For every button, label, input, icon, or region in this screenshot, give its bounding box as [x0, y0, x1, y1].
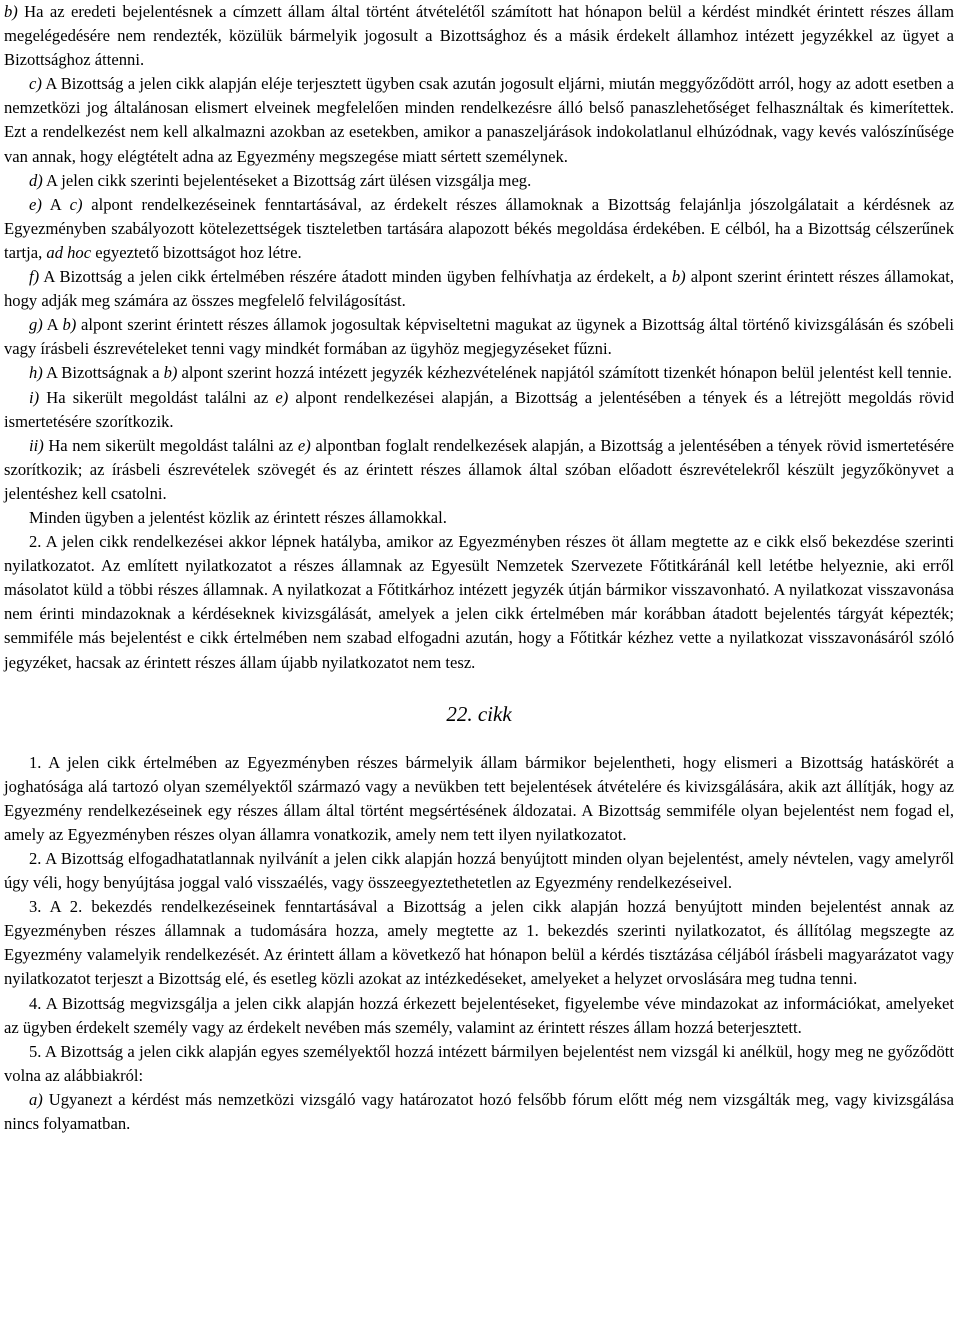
text-run: A — [42, 315, 63, 335]
italic-text: i) — [29, 387, 40, 407]
article-21-continuation — [4, 0, 954, 675]
italic-text: c) — [29, 74, 42, 94]
paragraph — [4, 0, 954, 72]
italic-text: a) — [29, 1089, 43, 1109]
paragraph — [4, 751, 954, 847]
text-run: A jelen cikk szerinti bejelentéseket a Bizottság zárt ülésen vizsgálja meg. — [42, 170, 532, 190]
text-run: A Bizottság a jelen cikk értelmében részére átadott minden ügyben felhívhatja az érdekelt, a — [39, 267, 672, 287]
text-run: A Bizottság a jelen cikk alapján eléje terjesztett ügyben csak azután jogosult eljárni, miután meggyőződött arról, hogy az adott esetben a nemzetközi jog általánosan elismert elveinek megfelelően minden rendelkezésre álló belső panaszlehetőséget felhasználtak és kimerítettek. Ezt a rendelkezést nem kell alkalmazni azokban az esetekben, amikor a panaszeljárások indokolatlanul elhúzódnak, vagy kevés valószínűsége van annak, hogy elégtételt adna az Egyezmény megszegése miatt sértett személynek. — [4, 74, 954, 166]
italic-text: h) — [29, 363, 43, 383]
italic-text: b) — [4, 2, 18, 21]
text-run: alpontban foglalt rendelkezések alapján, a Bizottság a jelentésében a tények rövid ismertetésére szorítkozik; az írásbeli észrevételek szövegét és az érintett részes államok által szóban előadott észrevételekről készült jegyzőkönyvet a jelentéshez kell csatolni. — [4, 435, 954, 503]
paragraph — [4, 847, 954, 895]
italic-text: c) — [69, 194, 83, 214]
italic-text: b) — [671, 267, 686, 287]
paragraph — [4, 1040, 954, 1088]
text-run: 2. A jelen cikk rendelkezései akkor lépnek hatályba, amikor az Egyezményben részes öt állam megtette az e cikk első bekezdése szerinti nyilatkozatot. Az említett nyilatkozatot a részes államnak az Egyesült Nemzetek Szervezete Főtitkáránál kell letétbe helyeznie, aki erről másolatot küld a többi részes államnak. A nyilatkozat a Főtitkárhoz intézett jegyzék útján bármikor visszavonható. A nyilatkozat visszavonása nem érinti mindazoknak a kérdéseknek kivizsgálását, amelyek a jelen cikk értelmében már korábban átadott bejelentés tárgyát képezték; semmiféle más bejelentést e cikk értelmében nem szabad elfogadni azután, hogy a Főtitkár kézhez vette a nyilatkozat visszavonásáról szóló jegyzéket, hacsak az érintett részes állam újabb nyilatkozatot nem tesz. — [4, 532, 954, 672]
paragraph — [4, 386, 954, 434]
text-run: Ha az eredeti bejelentésnek a címzett állam által történt átvételétől számított hat hónapon belül a kérdést mindkét érintett részes állam megelégedésére nem rendezték, közülük bármelyik jogosult a Bizottsághoz és a másik érdekelt államhoz intézett jegyzékkel az ügyet a Bizottsághoz áttenni. — [4, 2, 954, 70]
italic-text: e) — [297, 435, 311, 455]
text-run: A — [41, 194, 70, 214]
paragraph — [4, 169, 954, 193]
text-run: Ugyanezt a kérdést más nemzetközi vizsgáló vagy határozatot hozó felsőbb fórum előtt még nem vizsgálták meg, vagy kivizsgálása nincs folyamatban. — [4, 1089, 954, 1134]
text-run: alpont rendelkezései alapján, a Bizottság a jelentésében a tények és a létrejött megoldás rövid ismertetésére szorítkozik. — [4, 387, 955, 431]
text-run: A Bizottságnak a — [42, 363, 164, 383]
italic-text: b) — [62, 315, 77, 335]
text-run: alpont szerint érintett részes államok jogosultak képviseltetni magukat az ügynek a Bizottság által történő kivizsgálásán és szóbeli vagy írásbeli észrevételeket tenni vagy mindkét formában az ügyhöz megjegyzéseket fűzni. — [4, 315, 954, 359]
text-run: Minden ügyben a jelentést közlik az érintett részes államokkal. — [29, 507, 447, 527]
text-run: 3. A 2. bekezdés rendelkezéseinek fenntartásával a Bizottság a jelen cikk alapján hozzá benyújtott minden bejelentést annak az Egyezményben részes államnak a tudomására hozza, amely megtette az 1. bekezdés szerinti nyilatkozatot, és állítólag megszegte az Egyezmény valamelyik rendelkezését. Az érintett állam a következő hat hónapon belül a kérdés tisztázása céljából írásbeli magyarázatot vagy nyilatkozatot terjeszt a Bizottság elé, és esetleg közli azokat az intézkedéseket, amelyeket a helyzet orvoslására meg tudna tenni. — [4, 897, 954, 989]
paragraph — [4, 895, 954, 991]
paragraph — [4, 265, 954, 313]
paragraph — [4, 992, 954, 1040]
italic-text: ii) — [29, 435, 44, 455]
italic-text: f) — [29, 267, 40, 287]
text-run: Ha sikerült megoldást találni az — [39, 387, 276, 407]
text-run: alpont szerint érintett részes államokat, hogy adják meg számára az összes megfelelő felvilágosítást. — [4, 267, 954, 311]
text-run: 2. A Bizottság elfogadhatatlannak nyilvánít a jelen cikk alapján hozzá benyújtott minden olyan bejelentést, amely névtelen, vagy amelyről úgy véli, hogy benyújtása joggal való visszaélés, vagy összeegyeztethetetlen az Egyezmény rendelkezéseivel. — [4, 849, 954, 893]
italic-text: ad hoc — [46, 242, 92, 262]
text-run: Ha nem sikerült megoldást találni az — [43, 435, 298, 455]
paragraph — [4, 193, 954, 265]
italic-text: b) — [163, 363, 178, 383]
italic-text: e) — [275, 387, 289, 407]
paragraph — [4, 313, 954, 361]
paragraph — [4, 1088, 954, 1136]
text-run: egyeztető bizottságot hoz létre. — [91, 242, 302, 262]
text-run: 1. A jelen cikk értelmében az Egyezményben részes bármelyik állam bármikor bejelentheti, hogy elismeri a Bizottság hatáskörét a joghatósága alá tartozó olyan személyektől származó vagy a nevükben tett bejelentések átvételére és kivizsgálására, akik azt állítják, hogy az Egyezmény rendelkezéseinek egy részes állam által történt megsértésének áldozatai. A Bizottság semmiféle olyan bejelentést nem fogad el, amely az Egyezményben részes olyan államra vonatkozik, amely nem tett ilyen nyilatkozatot. — [4, 752, 954, 844]
paragraph — [4, 506, 954, 530]
italic-text: d) — [29, 170, 43, 190]
paragraph — [4, 530, 954, 675]
paragraph — [4, 434, 954, 506]
text-run: alpont szerint hozzá intézett jegyzék kézhezvételének napjától számított tizenkét hónapon belül jelentést kell tennie. — [177, 363, 952, 383]
paragraph — [4, 72, 954, 168]
paragraph — [4, 361, 954, 385]
text-run: 5. A Bizottság a jelen cikk alapján egyes személyektől hozzá intézett bármilyen bejelentést nem vizsgál ki anélkül, hogy meg ne győződött volna az alábbiakról: — [4, 1041, 954, 1085]
text-run: 4. A Bizottság megvizsgálja a jelen cikk alapján hozzá érkezett bejelentéseket, figyelembe véve mindazokat az információkat, amelyeket az ügyben érdekelt személy vagy az érdekelt nevében más személy, valamint az érintett részes állam hozzá beterjesztett. — [4, 993, 954, 1037]
italic-text: g) — [29, 315, 43, 335]
italic-text: e) — [29, 194, 42, 214]
article-22-body — [4, 751, 954, 1137]
article-heading: 22. cikk — [446, 701, 512, 726]
text-run: alpont rendelkezéseinek fenntartásával, az érdekelt részes államoknak a Bizottság felajánlja jószolgálatait a kérdésnek az Egyezményben szabályozott kötelezettségek tiszteletben tartására alapozott békés megoldása érdekében. E célból, ha a Bizottság célszerűnek tartja, — [4, 194, 954, 262]
